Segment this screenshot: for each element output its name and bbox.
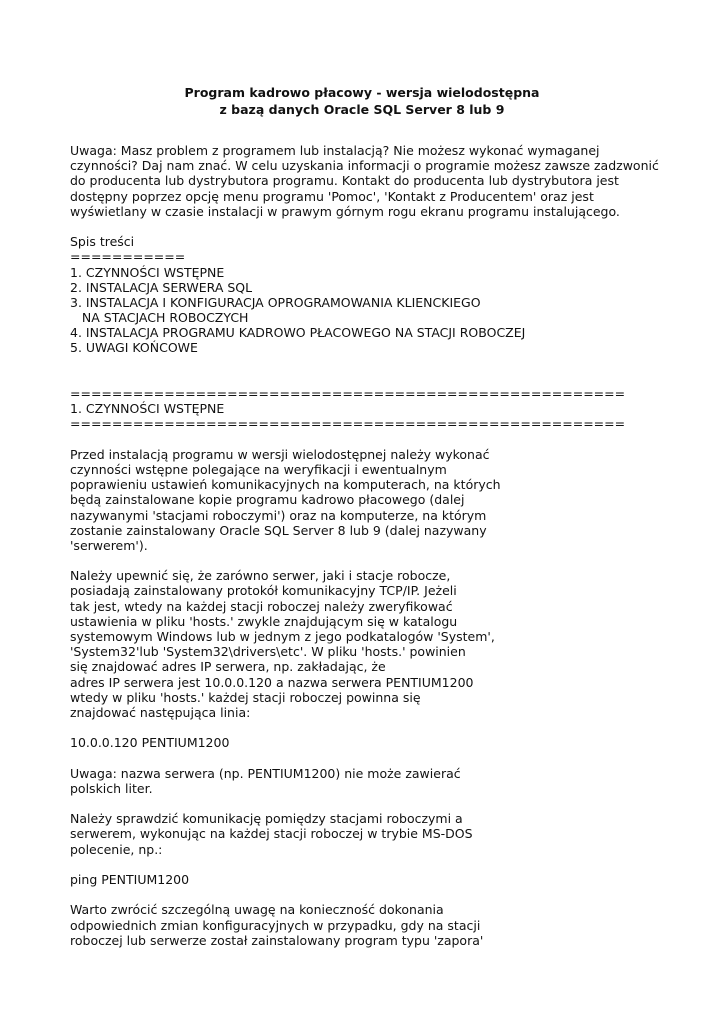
text-line: Warto zwrócić szczególną uwagę na konieczność dokonania	[70, 902, 444, 918]
text-line: nazywanymi 'stacjami roboczymi') oraz na komputerze, na którym	[70, 507, 487, 523]
text-line: do producenta lub dystrybutora programu. Kontakt do producenta lub dystrybutora jest	[70, 173, 619, 189]
text-line: odpowiednich zmian konfiguracyjnych w przypadku, gdy na stacji	[70, 917, 481, 933]
text-line: polskich liter.	[70, 780, 153, 796]
text-line: polecenie, np.:	[70, 841, 163, 857]
text-line	[70, 432, 720, 447]
text-line	[70, 356, 720, 371]
text-line	[70, 553, 720, 568]
text-line: 3. INSTALACJA I KONFIGURACJA OPROGRAMOWANIA KLIENCKIEGO	[70, 294, 481, 310]
text-line	[70, 796, 720, 811]
text-line: 'System32'lub 'System32\drivers\etc'. W pliku 'hosts.' powinien	[70, 644, 466, 660]
title-line-2: z bazą danych Oracle SQL Server 8 lub 9	[219, 102, 505, 117]
text-line: 2. INSTALACJA SERWERA SQL	[70, 279, 253, 295]
text-line: dostępny poprzez opcję menu programu 'Pomoc', 'Kontakt z Producentem' oraz jest	[70, 188, 594, 204]
text-line: Należy sprawdzić komunikację pomiędzy stacjami roboczymi a	[70, 811, 463, 827]
text-line: roboczej lub serwerze został zainstalowany program typu 'zapora'	[70, 932, 484, 948]
text-line: systemowym Windows lub w jednym z jego podkatalogów 'System',	[70, 629, 495, 644]
title-line-1: Program kadrowo płacowy - wersja wielodostępna	[184, 85, 540, 100]
text-line: serwerem, wykonując na każdej stacji roboczej w trybie MS-DOS	[70, 826, 473, 842]
document-body	[70, 143, 720, 948]
text-line	[70, 371, 720, 386]
text-line: Należy upewnić się, że zarówno serwer, jaki i stacje robocze,	[70, 568, 451, 584]
text-line: Spis treści	[70, 234, 135, 250]
text-line	[70, 751, 720, 766]
text-line: ===========	[70, 249, 186, 265]
text-line: tak jest, wtedy na każdej stacji roboczej należy zweryfikować	[70, 598, 453, 614]
text-line: 1. CZYNNOŚCI WSTĘPNE	[70, 401, 225, 417]
text-line: 10.0.0.120 PENTIUM1200	[70, 735, 230, 751]
text-line: 4. INSTALACJA PROGRAMU KADROWO PŁACOWEGO NA STACJI ROBOCZEJ	[70, 325, 526, 341]
text-line: będą zainstalowane kopie programu kadrowo płacowego (dalej	[70, 492, 465, 508]
text-line: Uwaga: Masz problem z programem lub instalacją? Nie możesz wykonać wymaganej	[70, 143, 600, 158]
text-line: Uwaga: nazwa serwera (np. PENTIUM1200) nie może zawierać	[70, 765, 461, 781]
text-line: 'serwerem').	[70, 537, 148, 553]
text-line: ustawienia w pliku 'hosts.' zwykle znajdującym się w katalogu	[70, 613, 458, 629]
text-line	[70, 720, 720, 735]
text-line: =====================================================	[70, 416, 626, 432]
text-line: znajdować następująca linia:	[70, 704, 251, 720]
text-line: wyświetlany w czasie instalacji w prawym górnym rogu ekranu programu instalującego.	[70, 203, 620, 219]
text-line: posiadają zainstalowany protokół komunikacyjny TCP/IP. Jeżeli	[70, 583, 457, 599]
text-line: Przed instalacją programu w wersji wielodostępnej należy wykonać	[70, 446, 490, 462]
text-line: się znajdować adres IP serwera, np. zakładając, że	[70, 659, 386, 675]
text-line: poprawieniu ustawień komunikacyjnych na komputerach, na których	[70, 477, 501, 493]
text-line	[70, 857, 720, 872]
text-line: adres IP serwera jest 10.0.0.120 a nazwa serwera PENTIUM1200	[70, 674, 474, 690]
text-line: NA STACJACH ROBOCZYCH	[70, 310, 249, 326]
text-line	[70, 887, 720, 902]
document-title	[0, 84, 724, 118]
text-line: ping PENTIUM1200	[70, 872, 190, 887]
text-line: 5. UWAGI KOŃCOWE	[70, 340, 198, 356]
text-line: wtedy w pliku 'hosts.' każdej stacji roboczej powinna się	[70, 689, 421, 705]
text-line: 1. CZYNNOŚCI WSTĘPNE	[70, 264, 225, 280]
text-line: czynności? Daj nam znać. W celu uzyskania informacji o programie możesz zawsze zadzwonić	[70, 158, 659, 174]
text-line: zostanie zainstalowany Oracle SQL Server 8 lub 9 (dalej nazywany	[70, 522, 487, 538]
text-line	[70, 219, 720, 234]
text-line: =====================================================	[70, 386, 626, 401]
text-line: czynności wstępne polegające na weryfikacji i ewentualnym	[70, 461, 447, 477]
